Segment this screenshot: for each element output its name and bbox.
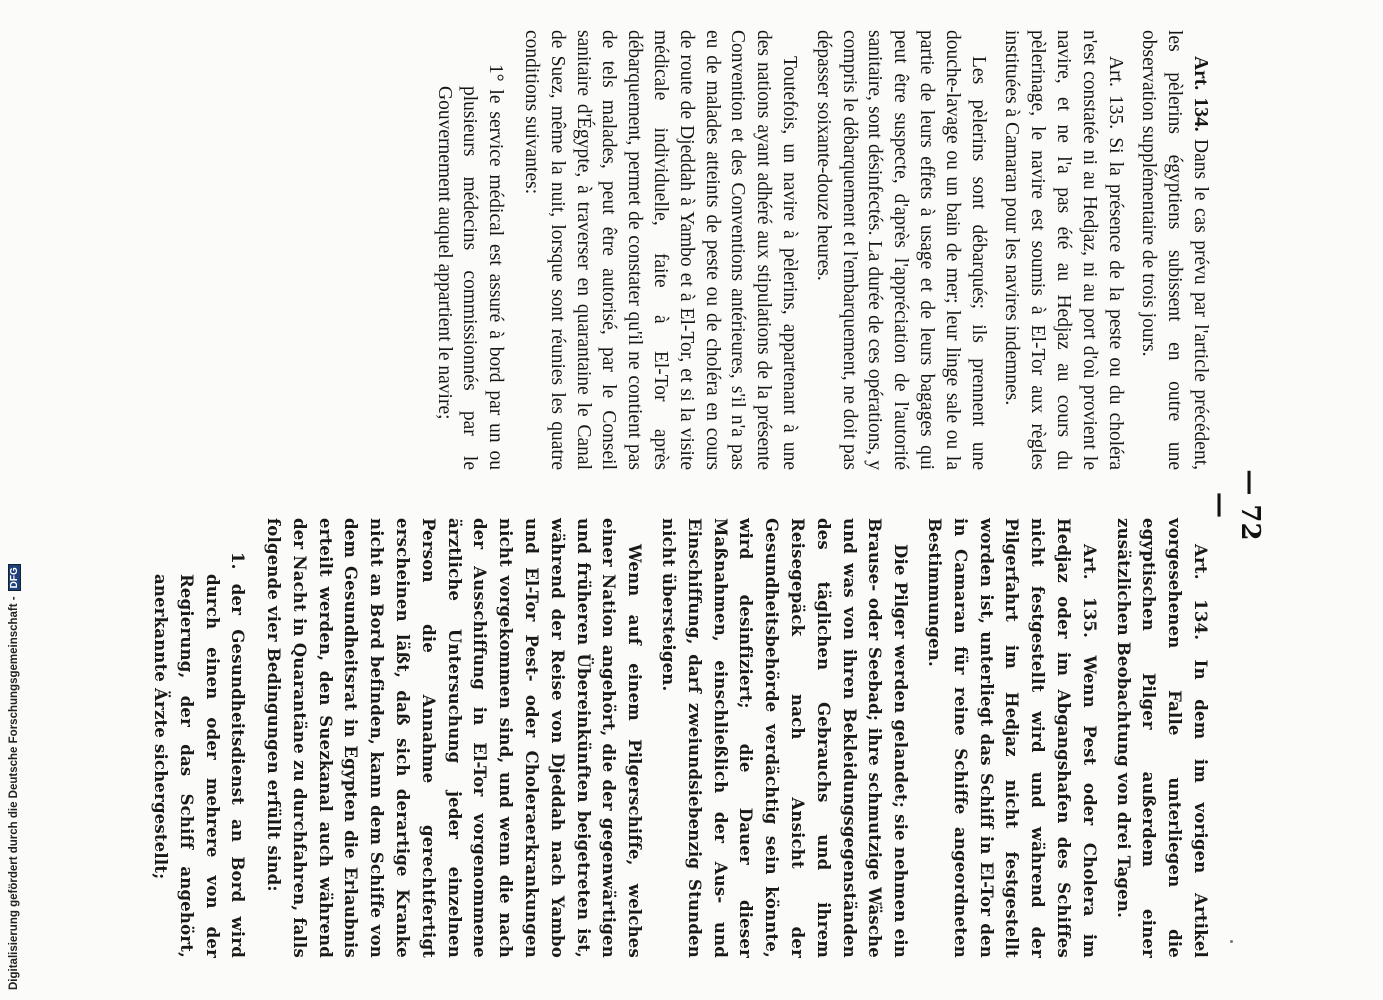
- german-art135-label: Art. 135.: [1079, 544, 1099, 639]
- digitization-credit-text: Digitalisierung gefördert durch die Deutsche Forschungsgemeinschaft -: [8, 596, 20, 990]
- dfg-logo: DFG: [8, 564, 21, 591]
- french-art135-label: Art. 135.: [1104, 56, 1126, 130]
- french-art134-text: Dans le cas prévu par l'article précédent, les pèlerins égyptiens subissent en outre une observation supplémentaire de trois jours.: [1138, 30, 1211, 470]
- digitization-credit: [0, 0, 20, 1000]
- french-paragraph-2: Les pèlerins sont débarqués; ils prennent une douche-lavage ou un bain de mer; leur linge sale ou la partie de leurs effets à usage et de leurs bagages qui peut être suspecte, d'après l'appréciation de l'autorité sanitaire, sont désinfectés. La durée de ces opérations, y compris le débarquement et l'embarquement, ne doit pas dépasser soixante-douze heures.: [812, 30, 989, 470]
- german-paragraph-2: Die Pilger werden gelandet; sie nehmen ein Brause- oder Seebad; ihre schmutzige Wäsche und was von ihren Bekleidungsgegenständen des täglichen Gebrauchs und ihrem Reisegepäck nach Ansicht der Gesundheitsbehörde verdächtig sein könnte, wird desinfiziert; die Dauer dieser Maßnahmen, einschließlich der Aus- und Einschiffung, darf zweiundsiebenzig Stunden nicht übersteigen.: [659, 518, 911, 958]
- german-article-134: [1110, 518, 1213, 958]
- german-article-135: [921, 518, 1102, 958]
- german-art134-label: Art. 134.: [1191, 544, 1210, 641]
- french-art134-label: Art. 134.: [1190, 56, 1211, 132]
- german-art135-text: Wenn Pest oder Cholera im Hedjaz oder im Abgangshafen des Schiffes nicht festgestellt wird und während der Pilgerfahrt im Hedjaz nicht festgestellt worden ist, unterliegt das Schiff in El-Tor den in Camaran für reine Schiffe angeordneten Bestimmungen.: [925, 518, 1099, 958]
- page-number: — 72 —: [1205, 469, 1265, 541]
- german-paragraph-3: Wenn auf einem Pilgerschiffe, welches einer Nation angehört, die der gegenwärtigen und früheren Übereinkünften beigetreten ist, während der Reise von Djeddah nach Yambo und El-Tor Pest- oder Choleraerkrankungen nicht vorgekommen sind, und wenn die nach der Ausschiffung in El-Tor vorgenommene ärztliche Untersuchung jeder einzelnen Person die Annahme gerechtfertigt erscheinen läßt, daß sich derartige Kranke nicht an Bord befinden, kann dem Schiffe von dem Gesundheitsrat in Egypten die Erlaubnis erteilt werden, den Suezkanal auch während der Nacht in Quarantäne zu durchfahren, falls folgende vier Bedingungen erfüllt sind:: [264, 518, 645, 958]
- german-art134-text: In dem im vorigen Artikel vorgesehenen Falle unterliegen die egyptischen Pilger außerdem einer zusätzlichen Beobachtung von drei Tagen.: [1113, 518, 1210, 958]
- german-column: [139, 518, 1213, 958]
- french-art135-text: Si la présence de la peste ou du choléra n'est constatée ni au Hedjaz, ni au port d'où provient le navire, et ne l'a pas été au Hedjaz au cours du pèlerinage, le navire est soumis à El-Tor aux règles instituées à Camaran pour les navires indemnes.: [1001, 30, 1126, 470]
- german-condition-1: 1. der Gesundheitsdienst an Bord wird durch einen oder mehrere von der Regierung, der das Schiff angehört, anerkannte Ärzte sichergestellt;: [150, 552, 248, 958]
- french-article-135: [999, 30, 1128, 470]
- french-paragraph-3: Toutefois, un navire à pèlerins, appartenant à une des nations ayant adhéré aux stipulations de la présente Convention et des Conventions antérieures, s'il n'a pas eu de malades atteints de peste ou de choléra en cours de route de Djeddah à Yambo et à El-Tor, et si la visite médicale individuelle, faite à El-Tor après débarquement, permet de constater qu'il ne contient pas de tels malades, peut être autorisé, par le Conseil sanitaire d'Égypte, à traverser en quarantaine le Canal de Suez, même la nuit, lorsque sont réunies les quatre conditions suivantes:: [521, 30, 801, 470]
- scan-speck: [1230, 940, 1233, 943]
- french-condition-1: 1° le service médical est assuré à bord par un ou plusieurs médecins commissionnés par le Gouvernement auquel appartient le navire;: [433, 64, 507, 470]
- french-column: [423, 30, 1213, 470]
- french-article-134: [1136, 30, 1213, 470]
